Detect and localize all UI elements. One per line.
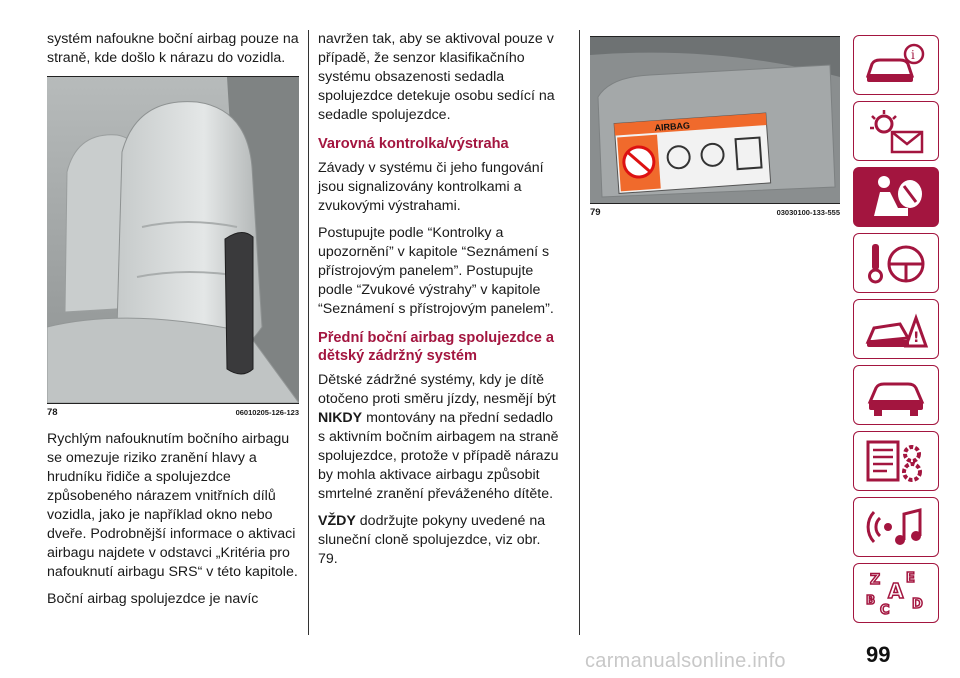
svg-text:A: A bbox=[888, 579, 904, 603]
paragraph: Boční airbag spolujezdce je navíc bbox=[47, 591, 259, 607]
svg-text:C: C bbox=[880, 603, 890, 618]
svg-text:E: E bbox=[906, 571, 915, 586]
emphasis-never: NIKDY bbox=[318, 410, 363, 426]
watermark: carmanualsonline.info bbox=[585, 650, 786, 672]
svg-text:B: B bbox=[866, 593, 876, 607]
text-run: dodržujte pokyny uvedené na sluneční cloně spolujezdce, viz obr. 79. bbox=[318, 513, 546, 567]
tab-starting-driving[interactable] bbox=[853, 233, 939, 293]
svg-text:D: D bbox=[912, 597, 923, 612]
tab-safety[interactable] bbox=[853, 167, 939, 227]
column-right bbox=[590, 30, 840, 230]
svg-text:!: ! bbox=[913, 330, 920, 346]
alphabet-index-icon bbox=[862, 568, 930, 618]
column-middle bbox=[318, 30, 563, 577]
tab-warning-lights[interactable] bbox=[853, 101, 939, 161]
text-run: montovány na přední sedadlo s aktivním bočním airbagem na straně spolujezdce, protože v případě nárazu by mohla aktivace airbagu způsobit smrtelné zranění převáženého dítěte. bbox=[318, 410, 559, 502]
tab-car-info[interactable] bbox=[853, 35, 939, 95]
column-left bbox=[47, 30, 299, 617]
paragraph bbox=[318, 371, 563, 504]
tab-emergency[interactable] bbox=[853, 299, 939, 359]
tab-multimedia[interactable] bbox=[853, 497, 939, 557]
figure-number: 78 bbox=[47, 407, 58, 418]
car-service-icon bbox=[862, 370, 930, 420]
specs-gear-icon bbox=[862, 436, 930, 486]
paragraph: navržen tak, aby se aktivoval pouze v případě, že senzor klasifikačního systému obsazenosti sedadla spolujezdce detekuje osobu sedící na sedadle spolujezdce. bbox=[318, 31, 555, 123]
label-airbag-text: AIRBAG bbox=[654, 120, 691, 133]
paragraph: Postupujte podle “Kontrolky a upozornění” v kapitole “Seznámení s přístrojovým panelem”. Postupujte podle “Zvukové výstrahy” v kapitole “Seznámení s přístrojovým panelem”. bbox=[318, 225, 554, 317]
paragraph bbox=[318, 512, 563, 569]
seat-side-airbag-illustration bbox=[47, 77, 299, 403]
figure-code: 03030100-133-555 bbox=[776, 208, 840, 217]
column-divider bbox=[308, 30, 309, 635]
figure-79 bbox=[590, 36, 840, 204]
svg-text:i: i bbox=[911, 48, 915, 62]
section-heading: Varovná kontrolka/výstraha bbox=[318, 136, 509, 152]
figure-78-caption bbox=[47, 407, 299, 418]
emphasis-always: VŽDY bbox=[318, 513, 356, 529]
section-heading: Přední boční airbag spolujezdce a dětský zádržný systém bbox=[318, 330, 554, 364]
airbag-seat-icon bbox=[862, 172, 930, 222]
tab-maintenance[interactable] bbox=[853, 365, 939, 425]
figure-78 bbox=[47, 76, 299, 404]
intro-text: systém nafoukne boční airbag pouze na straně, kde došlo k nárazu do vozidla. bbox=[47, 31, 299, 66]
breakdown-car-icon bbox=[862, 304, 930, 354]
paragraph: Závady v systému či jeho fungování jsou signalizovány kontrolkami a zvukovými výstrahami. bbox=[318, 160, 544, 214]
car-info-icon bbox=[862, 40, 930, 90]
page-number: 99 bbox=[866, 642, 891, 667]
tab-index[interactable] bbox=[853, 563, 939, 623]
figure-79-caption bbox=[590, 207, 840, 218]
tab-technical-data[interactable] bbox=[853, 431, 939, 491]
column-divider bbox=[579, 30, 580, 635]
warning-lights-message-icon bbox=[862, 106, 930, 156]
text-run: Dětské zádržné systémy, kdy je dítě otočeno proti směru jízdy, nesmějí být bbox=[318, 372, 556, 407]
multimedia-icon bbox=[862, 502, 930, 552]
figure-number: 79 bbox=[590, 207, 601, 218]
chapter-tabs bbox=[853, 35, 939, 629]
svg-text:Z: Z bbox=[870, 572, 881, 588]
figure-code: 06010205-126-123 bbox=[235, 408, 299, 417]
key-steering-wheel-icon bbox=[862, 238, 930, 288]
sun-visor-label-illustration bbox=[590, 37, 840, 203]
paragraph: Rychlým nafouknutím bočního airbagu se omezuje riziko zranění hlavy a hrudníku řidiče a spolujezdce způsobeného nárazem vnitřních dílů vozidla, jako je například okno nebo dveře. Podrobnější informace o aktivaci airbagu najdete v odstavci „Kritéria pro nafouknutí airbagu SRS“ v této kapitole. bbox=[47, 431, 298, 580]
